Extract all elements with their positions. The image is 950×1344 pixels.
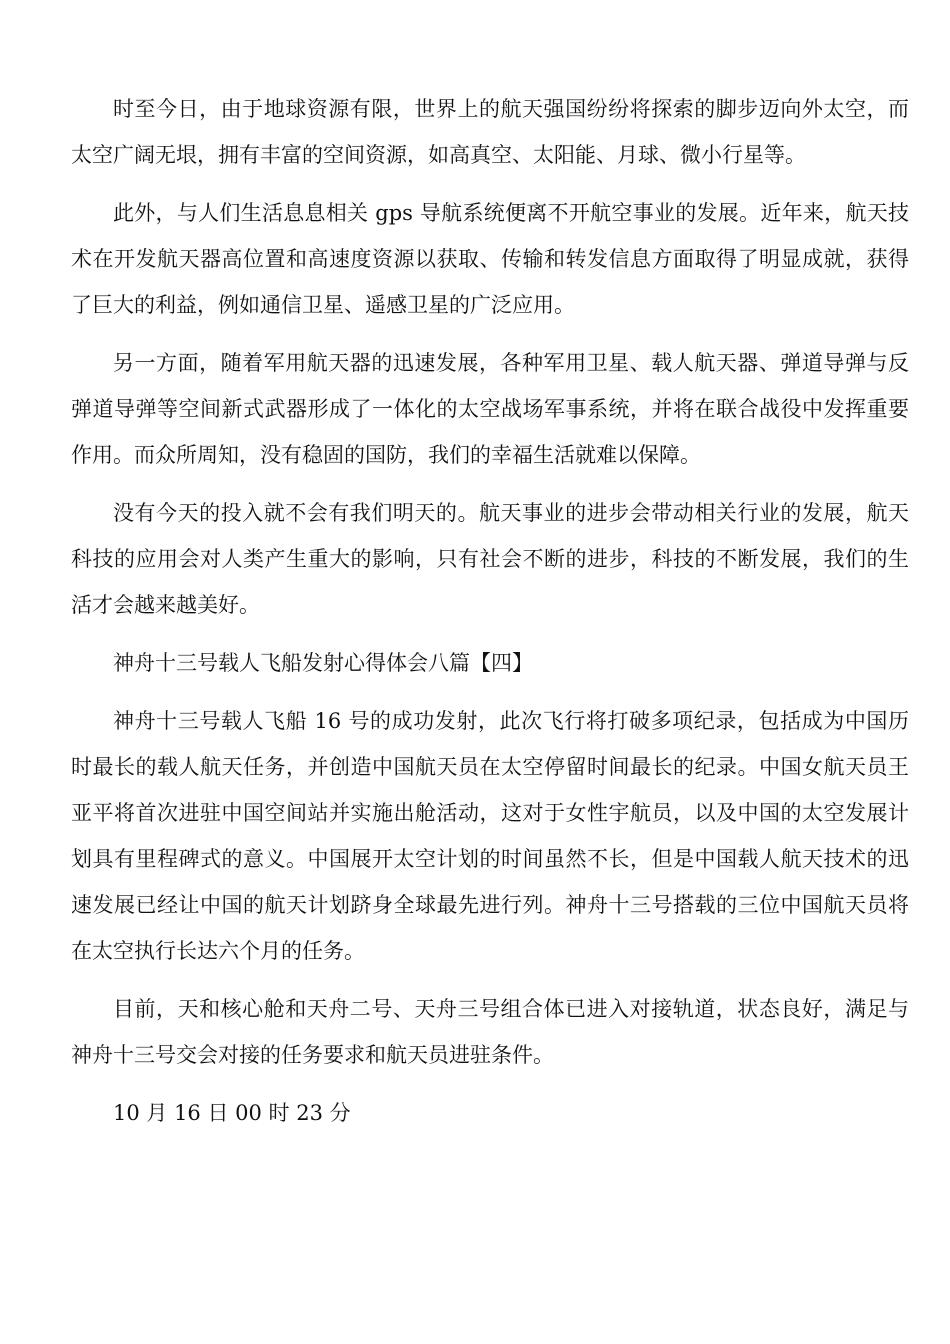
paragraph-space-resources: 时至今日，由于地球资源有限，世界上的航天强国纷纷将探索的脚步迈向外太空，而太空广阔无垠，拥有丰富的空间资源，如高真空、太阳能、月球、微小行星等。	[71, 97, 909, 167]
paragraph-gps-navigation: 此外，与人们生活息息相关 gps 导航系统便离不开航空事业的发展。近年来，航天技术在开发航天器高位置和高速度资源以获取、传输和转发信息方面取得了明显成就，获得了巨大的利益，例如通信卫星、遥感卫星的广泛应用。	[71, 201, 909, 317]
paragraph-timestamp: 10 月 16 日 00 时 23 分	[113, 1101, 351, 1125]
paragraph-docking-status: 目前，天和核心舱和天舟二号、天舟三号组合体已进入对接轨道，状态良好，满足与神舟十三号交会对接的任务要求和航天员进驻条件。	[71, 997, 909, 1067]
section-heading: 神舟十三号载人飞船发射心得体会八篇【四】	[113, 651, 533, 675]
paragraph-shenzhou13-launch: 神舟十三号载人飞船 16 号的成功发射，此次飞行将打破多项纪录，包括成为中国历时最长的载人航天任务，并创造中国航天员在太空停留时间最长的纪录。中国女航天员王亚平将首次进驻中国空间站并实施出舱活动，这对于女性宇航员，以及中国的太空发展计划具有里程碑式的意义。中国展开太空计划的时间虽然不长，但是中国载人航天技术的迅速发展已经让中国的航天计划跻身全球最先进行列。神舟十三号搭载的三位中国航天员将在太空执行长达六个月的任务。	[71, 709, 909, 963]
document-body	[71, 86, 909, 1148]
paragraph-investment-future: 没有今天的投入就不会有我们明天的。航天事业的进步会带动相关行业的发展，航天科技的应用会对人类产生重大的影响，只有社会不断的进步，科技的不断发展，我们的生活才会越来越美好。	[71, 501, 909, 617]
paragraph-military-space: 另一方面，随着军用航天器的迅速发展，各种军用卫星、载人航天器、弹道导弹与反弹道导弹等空间新式武器形成了一体化的太空战场军事系统，并将在联合战役中发挥重要作用。而众所周知，没有稳固的国防，我们的幸福生活就难以保障。	[71, 351, 909, 467]
